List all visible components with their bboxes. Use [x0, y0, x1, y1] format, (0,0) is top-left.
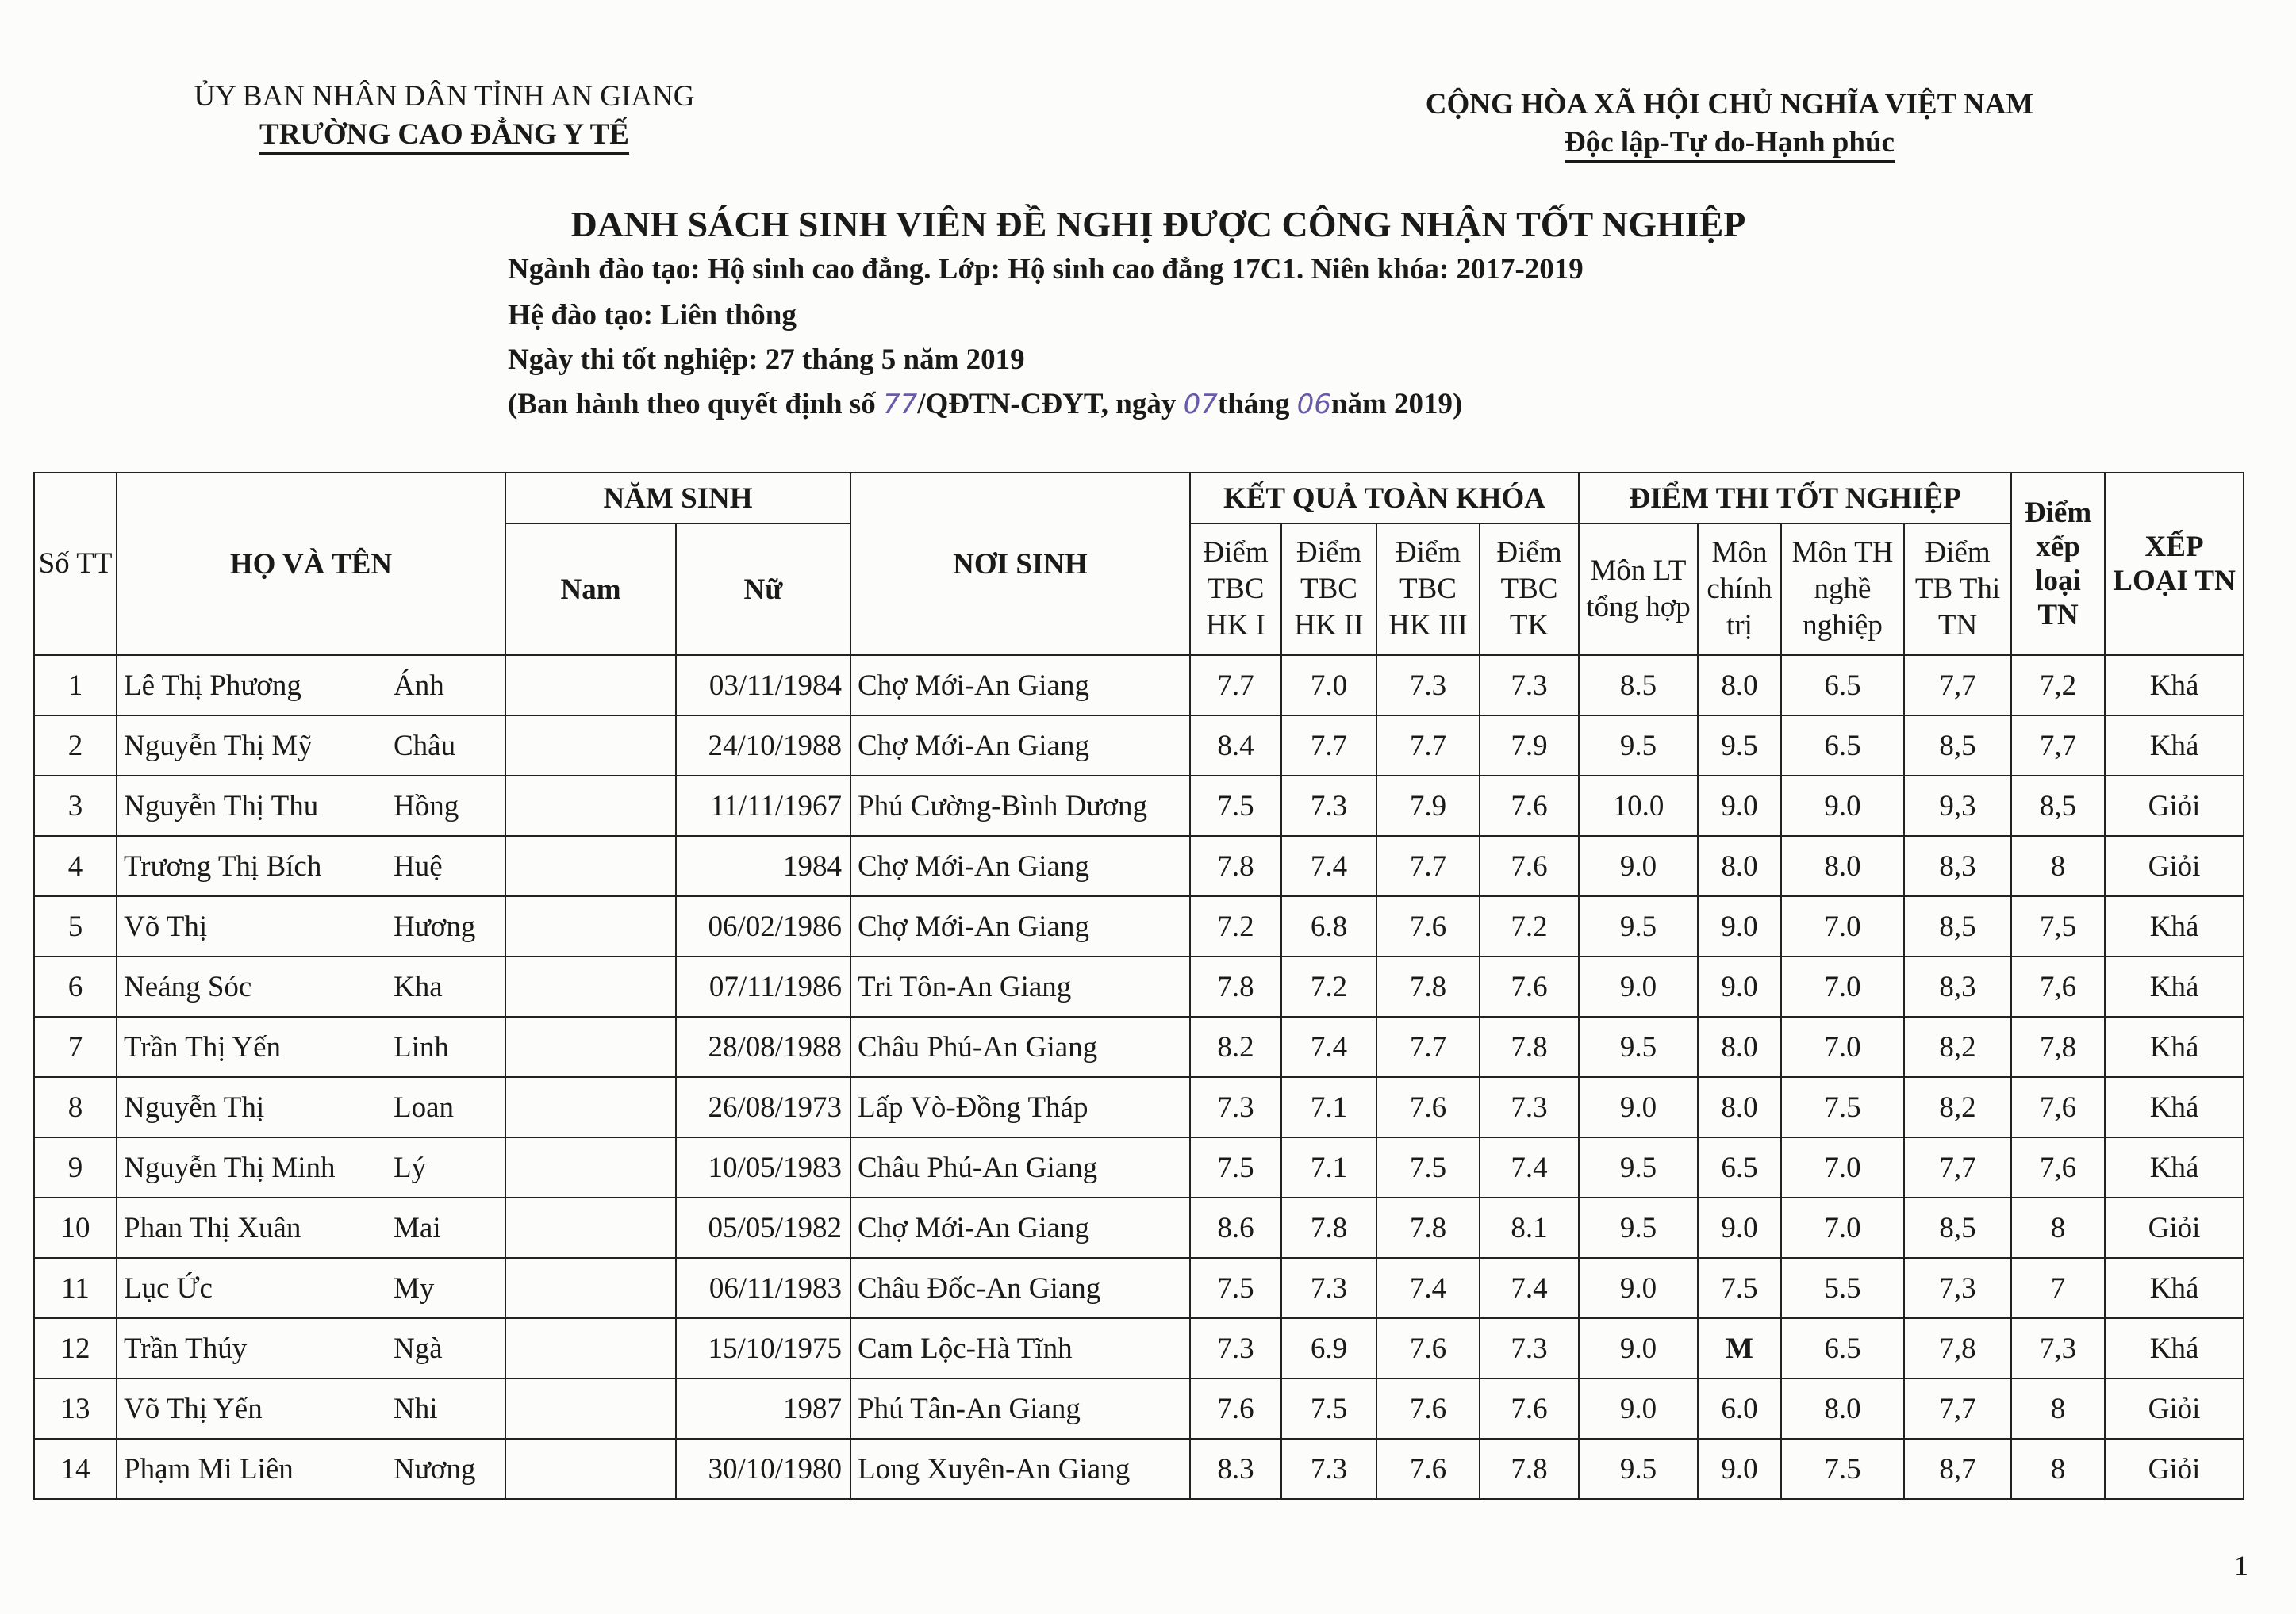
row-male-dob — [505, 715, 676, 776]
row-firstname: Hồng — [394, 789, 459, 822]
col-th: Môn TH nghề nghiệp — [1781, 523, 1904, 655]
program-info: Ngành đào tạo: Hộ sinh cao đẳng. Lớp: Hộ sinh cao đẳng 17C1. Niên khóa: 2017-2019 — [508, 253, 1584, 286]
row-lastname: Nguyễn Thị — [124, 1091, 265, 1124]
col-hk3: Điểm TBC HK III — [1376, 523, 1480, 655]
row-tk: 7.6 — [1480, 1378, 1579, 1439]
row-firstname: Nương — [394, 1452, 476, 1486]
row-tk: 7.3 — [1480, 1318, 1579, 1378]
graduation-table — [33, 472, 2244, 1500]
row-hk3: 7.6 — [1376, 896, 1480, 957]
row-lt: 9.5 — [1579, 1137, 1698, 1198]
row-male-dob — [505, 836, 676, 896]
row-lt: 9.0 — [1579, 836, 1698, 896]
issuer-header — [159, 78, 730, 155]
row-lt: 9.5 — [1579, 896, 1698, 957]
row-hk2: 7.7 — [1281, 715, 1376, 776]
row-rank: Giỏi — [2105, 1439, 2244, 1499]
row-th: 7.0 — [1781, 1137, 1904, 1198]
row-hk2: 7.4 — [1281, 1017, 1376, 1077]
col-female: Nữ — [676, 523, 850, 655]
row-ct: 8.0 — [1698, 836, 1781, 896]
row-lt: 8.5 — [1579, 655, 1698, 715]
row-tb: 8,2 — [1904, 1077, 2011, 1137]
row-tb: 7,7 — [1904, 1378, 2011, 1439]
row-hk1: 8.6 — [1190, 1198, 1281, 1258]
row-th: 7.0 — [1781, 1198, 1904, 1258]
row-th: 6.5 — [1781, 1318, 1904, 1378]
motto: Độc lập-Tự do-Hạnh phúc — [1565, 125, 1895, 163]
row-birthplace: Long Xuyên-An Giang — [850, 1439, 1190, 1499]
row-birthplace: Cam Lộc-Hà Tĩnh — [850, 1318, 1190, 1378]
row-lt: 9.5 — [1579, 1439, 1698, 1499]
decision-mid2: tháng — [1217, 388, 1297, 420]
row-tb: 9,3 — [1904, 776, 2011, 836]
page-number: 1 — [2234, 1550, 2248, 1581]
col-lt: Môn LT tổng hợp — [1579, 523, 1698, 655]
row-male-dob — [505, 957, 676, 1017]
row-male-dob — [505, 1378, 676, 1439]
row-male-dob — [505, 1439, 676, 1499]
row-lastname: Võ Thị — [124, 910, 208, 943]
row-lt: 9.0 — [1579, 1258, 1698, 1318]
row-birthplace: Lấp Vò-Đồng Tháp — [850, 1077, 1190, 1137]
row-stt: 10 — [34, 1198, 117, 1258]
row-hk1: 7.6 — [1190, 1378, 1281, 1439]
col-tb: Điểm TB Thi TN — [1904, 523, 2011, 655]
row-rank: Giỏi — [2105, 1378, 2244, 1439]
row-male-dob — [505, 776, 676, 836]
row-female-dob: 10/05/1983 — [676, 1137, 850, 1198]
table-row — [34, 1378, 2244, 1439]
row-lt: 9.5 — [1579, 1017, 1698, 1077]
row-stt: 6 — [34, 957, 117, 1017]
row-ct: M — [1698, 1318, 1781, 1378]
row-hk2: 7.5 — [1281, 1378, 1376, 1439]
row-score: 8,5 — [2011, 776, 2105, 836]
exam-date: Ngày thi tốt nghiệp: 27 tháng 5 năm 2019 — [508, 343, 1025, 376]
table-row — [34, 715, 2244, 776]
row-fullname — [117, 836, 505, 896]
row-ct: 7.5 — [1698, 1258, 1781, 1318]
col-exam: ĐIỂM THI TỐT NGHIỆP — [1579, 473, 2011, 523]
row-tb: 8,5 — [1904, 1198, 2011, 1258]
decision-month: 06 — [1296, 389, 1331, 420]
row-female-dob: 1987 — [676, 1378, 850, 1439]
row-rank: Khá — [2105, 655, 2244, 715]
row-tk: 7.4 — [1480, 1258, 1579, 1318]
col-rank: XẾP LOẠI TN — [2105, 473, 2244, 655]
row-birthplace: Châu Đốc-An Giang — [850, 1258, 1190, 1318]
row-lastname: Lê Thị Phương — [124, 669, 301, 702]
row-hk1: 7.3 — [1190, 1318, 1281, 1378]
row-score: 7,2 — [2011, 655, 2105, 715]
row-score: 7,8 — [2011, 1017, 2105, 1077]
row-hk1: 7.8 — [1190, 836, 1281, 896]
decision-mid1: /QĐTN-CĐYT, ngày — [917, 388, 1184, 420]
row-th: 5.5 — [1781, 1258, 1904, 1318]
row-th: 8.0 — [1781, 836, 1904, 896]
row-hk2: 7.3 — [1281, 776, 1376, 836]
row-stt: 9 — [34, 1137, 117, 1198]
row-ct: 6.0 — [1698, 1378, 1781, 1439]
row-tb: 7,7 — [1904, 1137, 2011, 1198]
row-stt: 12 — [34, 1318, 117, 1378]
row-hk1: 7.5 — [1190, 1137, 1281, 1198]
row-birthplace: Chợ Mới-An Giang — [850, 896, 1190, 957]
col-birth-year: NĂM SINH — [505, 473, 850, 523]
row-fullname — [117, 1378, 505, 1439]
row-tk: 7.6 — [1480, 836, 1579, 896]
row-tb: 8,2 — [1904, 1017, 2011, 1077]
row-birthplace: Tri Tôn-An Giang — [850, 957, 1190, 1017]
col-birthplace: NƠI SINH — [850, 473, 1190, 655]
decision-info — [508, 387, 1462, 421]
row-birthplace: Châu Phú-An Giang — [850, 1137, 1190, 1198]
row-rank: Khá — [2105, 957, 2244, 1017]
row-male-dob — [505, 1258, 676, 1318]
row-tk: 7.6 — [1480, 957, 1579, 1017]
row-lastname: Võ Thị Yến — [124, 1392, 263, 1425]
row-firstname: Mai — [394, 1211, 441, 1244]
row-female-dob: 05/05/1982 — [676, 1198, 850, 1258]
row-ct: 9.0 — [1698, 1198, 1781, 1258]
row-tk: 7.3 — [1480, 1077, 1579, 1137]
row-score: 8 — [2011, 1439, 2105, 1499]
row-female-dob: 07/11/1986 — [676, 957, 850, 1017]
table-row — [34, 655, 2244, 715]
row-male-dob — [505, 1017, 676, 1077]
row-th: 7.0 — [1781, 957, 1904, 1017]
row-hk1: 7.3 — [1190, 1077, 1281, 1137]
row-male-dob — [505, 1318, 676, 1378]
row-tb: 8,5 — [1904, 715, 2011, 776]
row-male-dob — [505, 1198, 676, 1258]
country-name: CỘNG HÒA XÃ HỘI CHỦ NGHĨA VIỆT NAM — [1425, 88, 2034, 121]
row-th: 6.5 — [1781, 715, 1904, 776]
decision-suffix: năm 2019) — [1330, 388, 1463, 420]
row-lastname: Neáng Sóc — [124, 970, 252, 1003]
row-hk3: 7.7 — [1376, 836, 1480, 896]
table-row — [34, 836, 2244, 896]
row-lt: 9.5 — [1579, 715, 1698, 776]
row-hk2: 6.9 — [1281, 1318, 1376, 1378]
row-tb: 8,3 — [1904, 836, 2011, 896]
row-firstname: Loan — [394, 1091, 455, 1124]
training-type: Hệ đào tạo: Liên thông — [508, 299, 797, 332]
row-firstname: Lý — [394, 1151, 427, 1184]
col-hk1: Điểm TBC HK I — [1190, 523, 1281, 655]
row-hk1: 7.8 — [1190, 957, 1281, 1017]
row-rank: Giỏi — [2105, 776, 2244, 836]
row-hk1: 8.2 — [1190, 1017, 1281, 1077]
row-female-dob: 1984 — [676, 836, 850, 896]
row-rank: Khá — [2105, 1318, 2244, 1378]
row-rank: Khá — [2105, 896, 2244, 957]
row-th: 7.0 — [1781, 896, 1904, 957]
row-lt: 9.0 — [1579, 1318, 1698, 1378]
table-row — [34, 1198, 2244, 1258]
col-name: HỌ VÀ TÊN — [117, 473, 505, 655]
row-lastname: Nguyễn Thị Minh — [124, 1151, 336, 1184]
row-birthplace: Phú Tân-An Giang — [850, 1378, 1190, 1439]
row-female-dob: 03/11/1984 — [676, 655, 850, 715]
row-score: 8 — [2011, 1198, 2105, 1258]
row-male-dob — [505, 655, 676, 715]
issuer-school: TRƯỜNG CAO ĐẲNG Y TẾ — [259, 117, 629, 155]
row-stt: 13 — [34, 1378, 117, 1439]
row-th: 8.0 — [1781, 1378, 1904, 1439]
row-hk2: 7.1 — [1281, 1137, 1376, 1198]
table-row — [34, 957, 2244, 1017]
row-hk1: 8.3 — [1190, 1439, 1281, 1499]
row-fullname — [117, 715, 505, 776]
row-rank: Khá — [2105, 1137, 2244, 1198]
row-stt: 14 — [34, 1439, 117, 1499]
row-lastname: Lục Ức — [124, 1271, 213, 1305]
row-hk3: 7.7 — [1376, 1017, 1480, 1077]
table-row — [34, 1137, 2244, 1198]
row-firstname: Châu — [394, 729, 456, 762]
row-female-dob: 06/02/1986 — [676, 896, 850, 957]
row-tb: 8,3 — [1904, 957, 2011, 1017]
row-male-dob — [505, 896, 676, 957]
row-ct: 8.0 — [1698, 655, 1781, 715]
row-th: 9.0 — [1781, 776, 1904, 836]
row-lastname: Nguyễn Thị Mỹ — [124, 729, 313, 762]
row-stt: 3 — [34, 776, 117, 836]
row-tb: 7,7 — [1904, 655, 2011, 715]
row-lt: 9.0 — [1579, 1378, 1698, 1439]
row-score: 7,7 — [2011, 715, 2105, 776]
row-ct: 9.0 — [1698, 1439, 1781, 1499]
row-lastname: Phạm Mi Liên — [124, 1452, 294, 1486]
row-firstname: Nhi — [394, 1392, 438, 1425]
row-lt: 10.0 — [1579, 776, 1698, 836]
row-hk3: 7.6 — [1376, 1077, 1480, 1137]
row-rank: Khá — [2105, 715, 2244, 776]
row-hk2: 7.2 — [1281, 957, 1376, 1017]
col-male: Nam — [505, 523, 676, 655]
row-hk3: 7.7 — [1376, 715, 1480, 776]
row-tk: 7.8 — [1480, 1017, 1579, 1077]
row-firstname: Hương — [394, 910, 476, 943]
col-course-results: KẾT QUẢ TOÀN KHÓA — [1190, 473, 1579, 523]
row-birthplace: Chợ Mới-An Giang — [850, 1198, 1190, 1258]
row-fullname — [117, 1017, 505, 1077]
row-firstname: Huệ — [394, 849, 443, 883]
col-rank-score: Điểm xếp loại TN — [2011, 473, 2105, 655]
row-hk3: 7.6 — [1376, 1439, 1480, 1499]
row-female-dob: 26/08/1973 — [676, 1077, 850, 1137]
row-hk3: 7.8 — [1376, 957, 1480, 1017]
row-fullname — [117, 1258, 505, 1318]
row-birthplace: Chợ Mới-An Giang — [850, 836, 1190, 896]
row-lastname: Trương Thị Bích — [124, 849, 322, 883]
row-hk3: 7.3 — [1376, 655, 1480, 715]
row-lt: 9.0 — [1579, 957, 1698, 1017]
row-hk1: 7.5 — [1190, 1258, 1281, 1318]
row-birthplace: Chợ Mới-An Giang — [850, 715, 1190, 776]
row-birthplace: Chợ Mới-An Giang — [850, 655, 1190, 715]
row-fullname — [117, 896, 505, 957]
row-stt: 1 — [34, 655, 117, 715]
row-rank: Khá — [2105, 1077, 2244, 1137]
row-stt: 8 — [34, 1077, 117, 1137]
row-firstname: Linh — [394, 1030, 449, 1064]
row-fullname — [117, 1077, 505, 1137]
row-lastname: Trần Thị Yến — [124, 1030, 282, 1064]
row-fullname — [117, 776, 505, 836]
decision-day: 07 — [1183, 389, 1218, 420]
decision-prefix: (Ban hành theo quyết định số — [508, 388, 883, 420]
table-row — [34, 1318, 2244, 1378]
table-row — [34, 776, 2244, 836]
row-fullname — [117, 1137, 505, 1198]
row-male-dob — [505, 1077, 676, 1137]
row-tb: 7,3 — [1904, 1258, 2011, 1318]
issuer-province: ỦY BAN NHÂN DÂN TỈNH AN GIANG — [194, 80, 695, 113]
row-stt: 5 — [34, 896, 117, 957]
row-tk: 7.4 — [1480, 1137, 1579, 1198]
row-female-dob: 28/08/1988 — [676, 1017, 850, 1077]
row-ct: 6.5 — [1698, 1137, 1781, 1198]
row-hk3: 7.6 — [1376, 1378, 1480, 1439]
col-ct: Môn chính trị — [1698, 523, 1781, 655]
table-row — [34, 1017, 2244, 1077]
row-hk2: 7.0 — [1281, 655, 1376, 715]
row-hk1: 7.7 — [1190, 655, 1281, 715]
row-score: 7 — [2011, 1258, 2105, 1318]
row-female-dob: 24/10/1988 — [676, 715, 850, 776]
row-tk: 7.6 — [1480, 776, 1579, 836]
row-th: 7.0 — [1781, 1017, 1904, 1077]
row-score: 7,5 — [2011, 896, 2105, 957]
row-score: 7,3 — [2011, 1318, 2105, 1378]
row-th: 6.5 — [1781, 655, 1904, 715]
row-fullname — [117, 957, 505, 1017]
row-hk1: 7.5 — [1190, 776, 1281, 836]
row-rank: Giỏi — [2105, 836, 2244, 896]
row-stt: 7 — [34, 1017, 117, 1077]
row-birthplace: Phú Cường-Bình Dương — [850, 776, 1190, 836]
row-lastname: Phan Thị Xuân — [124, 1211, 301, 1244]
row-stt: 4 — [34, 836, 117, 896]
row-hk2: 7.1 — [1281, 1077, 1376, 1137]
row-score: 8 — [2011, 1378, 2105, 1439]
row-score: 7,6 — [2011, 1077, 2105, 1137]
row-th: 7.5 — [1781, 1077, 1904, 1137]
row-hk2: 7.8 — [1281, 1198, 1376, 1258]
row-hk2: 7.3 — [1281, 1258, 1376, 1318]
row-firstname: Ánh — [394, 669, 444, 702]
col-tk: Điểm TBC TK — [1480, 523, 1579, 655]
row-female-dob: 30/10/1980 — [676, 1439, 850, 1499]
row-tb: 8,7 — [1904, 1439, 2011, 1499]
row-tb: 8,5 — [1904, 896, 2011, 957]
row-hk3: 7.9 — [1376, 776, 1480, 836]
row-stt: 2 — [34, 715, 117, 776]
row-firstname: My — [394, 1271, 435, 1305]
row-hk3: 7.8 — [1376, 1198, 1480, 1258]
row-fullname — [117, 1198, 505, 1258]
row-hk3: 7.5 — [1376, 1137, 1480, 1198]
row-th: 7.5 — [1781, 1439, 1904, 1499]
row-tk: 7.8 — [1480, 1439, 1579, 1499]
document-title: DANH SÁCH SINH VIÊN ĐỀ NGHỊ ĐƯỢC CÔNG NHẬN TỐT NGHIỆP — [570, 204, 1746, 244]
row-tk: 7.9 — [1480, 715, 1579, 776]
col-stt: Số TT — [34, 473, 117, 655]
row-tk: 8.1 — [1480, 1198, 1579, 1258]
row-hk2: 7.3 — [1281, 1439, 1376, 1499]
row-ct: 8.0 — [1698, 1077, 1781, 1137]
row-ct: 9.0 — [1698, 957, 1781, 1017]
row-tk: 7.3 — [1480, 655, 1579, 715]
row-lt: 9.5 — [1579, 1198, 1698, 1258]
row-score: 8 — [2011, 836, 2105, 896]
row-tb: 7,8 — [1904, 1318, 2011, 1378]
row-ct: 9.0 — [1698, 776, 1781, 836]
row-lt: 9.0 — [1579, 1077, 1698, 1137]
row-hk2: 6.8 — [1281, 896, 1376, 957]
national-motto-header — [1380, 86, 2079, 163]
row-birthplace: Châu Phú-An Giang — [850, 1017, 1190, 1077]
row-fullname — [117, 1439, 505, 1499]
table-row — [34, 1077, 2244, 1137]
row-fullname — [117, 1318, 505, 1378]
row-stt: 11 — [34, 1258, 117, 1318]
row-female-dob: 15/10/1975 — [676, 1318, 850, 1378]
row-lastname: Nguyễn Thị Thu — [124, 789, 319, 822]
row-firstname: Kha — [394, 970, 443, 1003]
row-ct: 8.0 — [1698, 1017, 1781, 1077]
table-row — [34, 896, 2244, 957]
row-female-dob: 06/11/1983 — [676, 1258, 850, 1318]
row-hk1: 8.4 — [1190, 715, 1281, 776]
row-hk2: 7.4 — [1281, 836, 1376, 896]
table-row — [34, 1439, 2244, 1499]
row-firstname: Ngà — [394, 1332, 443, 1365]
row-rank: Khá — [2105, 1017, 2244, 1077]
row-score: 7,6 — [2011, 1137, 2105, 1198]
row-fullname — [117, 655, 505, 715]
row-ct: 9.0 — [1698, 896, 1781, 957]
row-rank: Khá — [2105, 1258, 2244, 1318]
row-ct: 9.5 — [1698, 715, 1781, 776]
row-score: 7,6 — [2011, 957, 2105, 1017]
row-tk: 7.2 — [1480, 896, 1579, 957]
row-female-dob: 11/11/1967 — [676, 776, 850, 836]
row-hk1: 7.2 — [1190, 896, 1281, 957]
decision-number: 77 — [882, 389, 918, 420]
row-hk3: 7.6 — [1376, 1318, 1480, 1378]
row-male-dob — [505, 1137, 676, 1198]
table-row — [34, 1258, 2244, 1318]
col-hk2: Điểm TBC HK II — [1281, 523, 1376, 655]
row-lastname: Trần Thúy — [124, 1332, 248, 1365]
row-hk3: 7.4 — [1376, 1258, 1480, 1318]
row-rank: Giỏi — [2105, 1198, 2244, 1258]
